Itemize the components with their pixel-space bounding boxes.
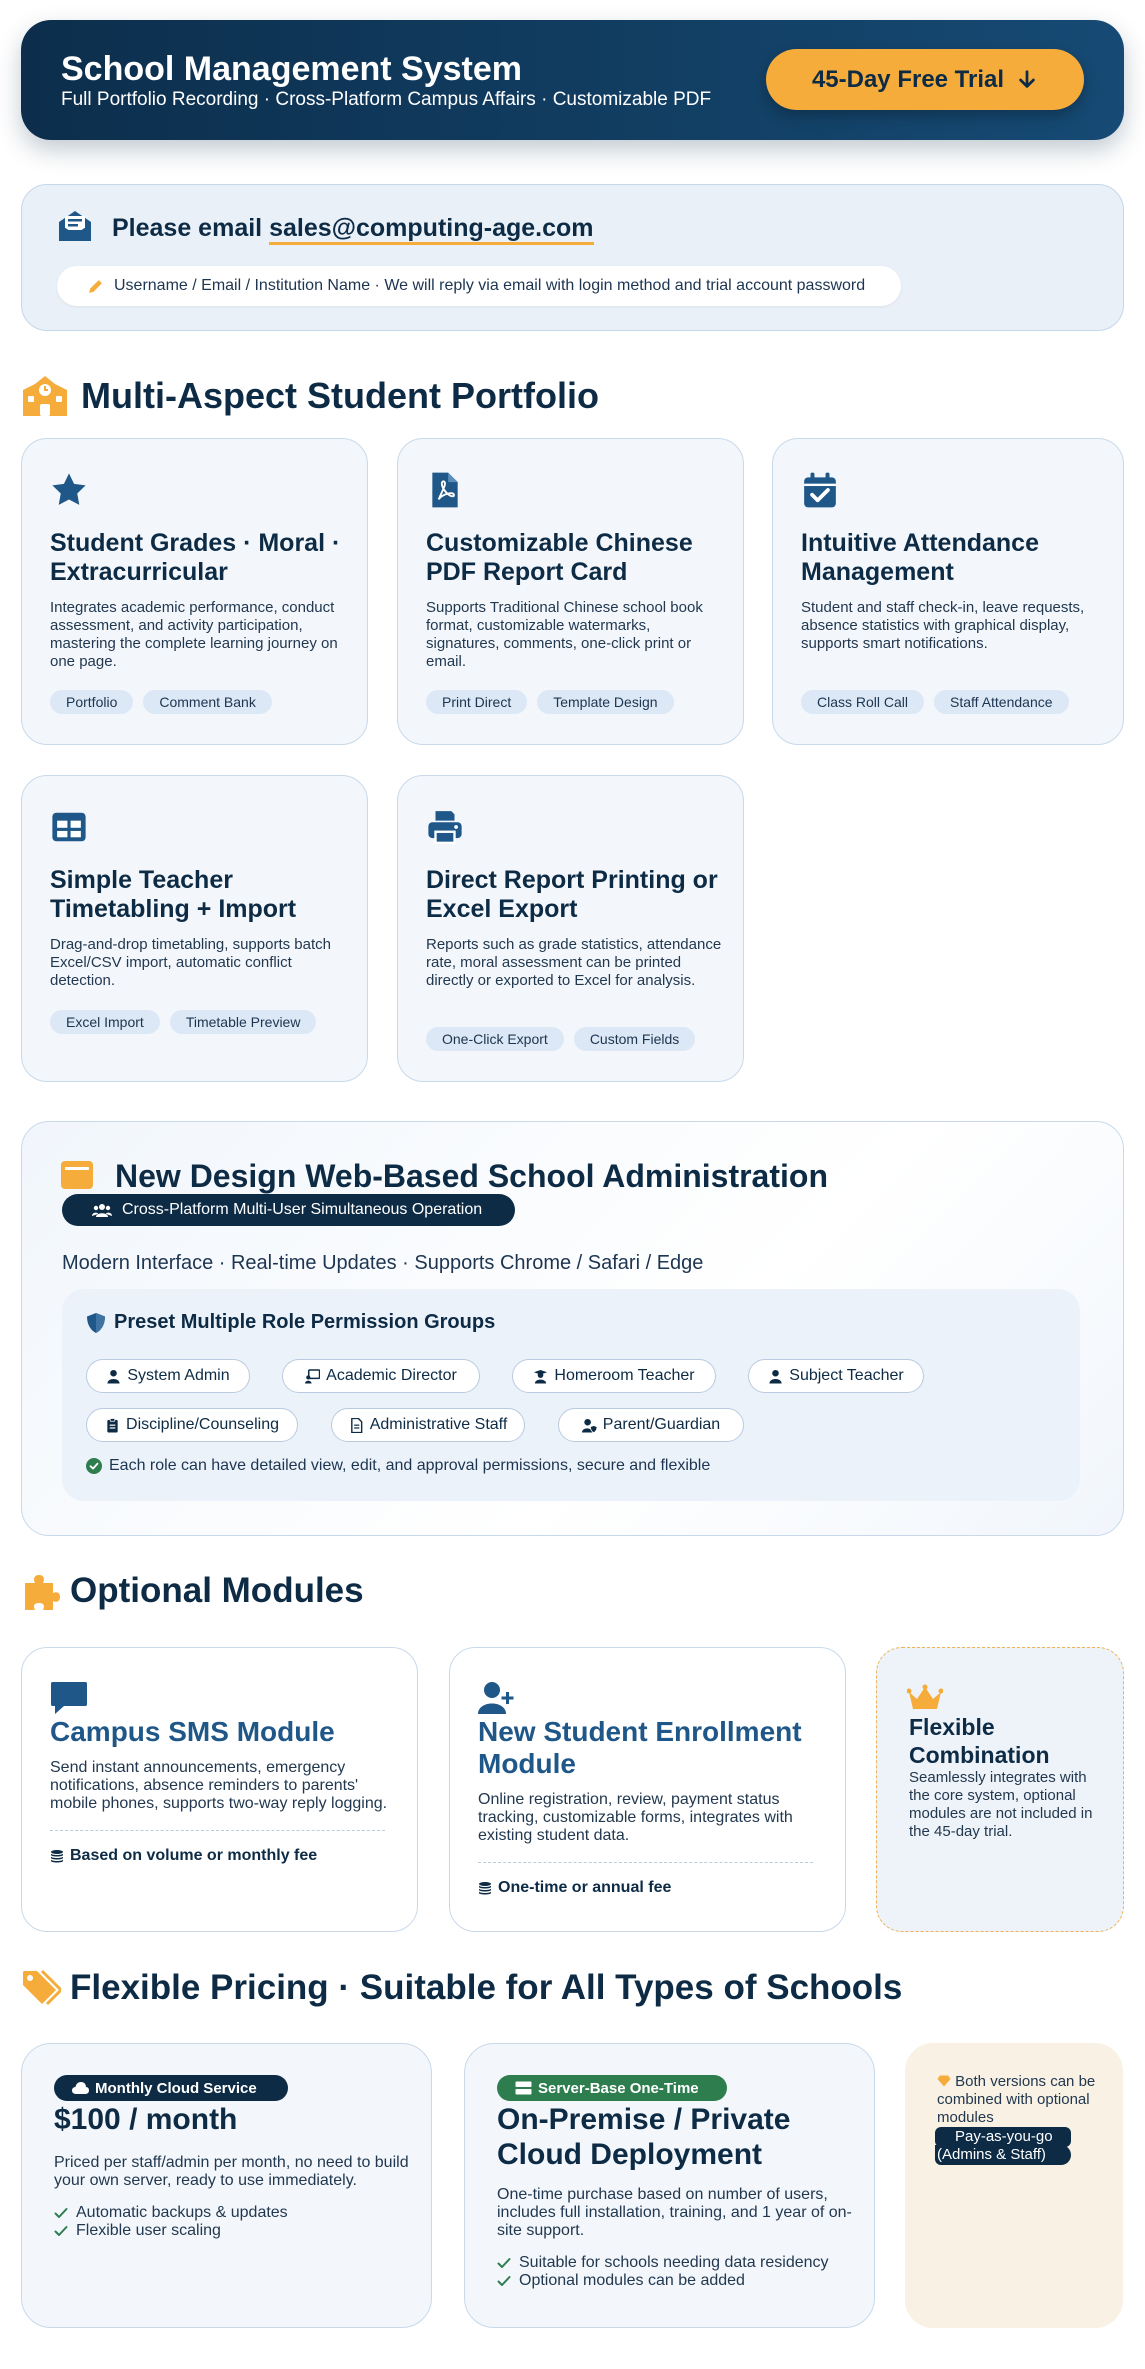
- user-graduate-icon: [533, 1369, 548, 1384]
- modules-heading-text: Optional Modules: [70, 1571, 364, 1610]
- feature-card-timetabling: [21, 775, 368, 1082]
- multi-user-badge: [62, 1194, 515, 1226]
- combination-highlight-line1: Pay-as-you-go: [935, 2127, 1071, 2147]
- feature-tag: Comment Bank: [143, 690, 271, 714]
- table-grid-icon: [50, 808, 88, 846]
- check-icon: [54, 2206, 68, 2220]
- pricing-card-server: [464, 2043, 875, 2328]
- feature-tag: Portfolio: [50, 690, 133, 714]
- feature-title: Simple Teacher Timetabling + Import: [50, 866, 297, 923]
- cloud-feature-item: [54, 2222, 288, 2240]
- role-chip-subject-teacher: [748, 1359, 924, 1393]
- feature-description: Integrates academic performance, conduct assessment, and activity participation, mastering the complete learning journey on one page.: [50, 599, 338, 670]
- role-permissions-title-text: Preset Multiple Role Permission Groups: [114, 1311, 496, 1333]
- modules-heading: [21, 1571, 364, 1611]
- arrow-down-icon: [1016, 69, 1038, 91]
- user-icon: [106, 1369, 121, 1384]
- role-label: Administrative Staff: [369, 1416, 508, 1433]
- portfolio-heading: [21, 372, 599, 420]
- free-trial-label: 45-Day Free Trial: [811, 65, 1005, 93]
- feature-tag: Timetable Preview: [170, 1010, 317, 1034]
- flexible-title: Flexible Combination: [909, 1714, 1050, 1768]
- role-label: Homeroom Teacher: [554, 1367, 695, 1384]
- module-card-sms: [21, 1647, 418, 1932]
- server-feature-item: [497, 2272, 829, 2290]
- feature-description: Supports Traditional Chinese school book format, customizable watermarks, signatures, comments, one-click print or email.: [426, 599, 703, 670]
- server-icon: [515, 2081, 532, 2095]
- server-title: On-Premise / Private Cloud Deployment: [497, 2103, 791, 2171]
- module-divider: [50, 1830, 385, 1831]
- printer-icon: [426, 808, 464, 846]
- cloud-feature-text: Flexible user scaling: [76, 2222, 221, 2239]
- pricing-heading-text: Flexible Pricing · Suitable for All Types of Schools: [70, 1968, 903, 2007]
- hero-title: School Management System: [61, 50, 523, 88]
- module-fee-text: Based on volume or monthly fee: [70, 1847, 318, 1864]
- feature-card-printing: [397, 775, 744, 1082]
- server-feature-text: Suitable for schools needing data residency: [519, 2254, 829, 2271]
- role-label: Parent/Guardian: [602, 1416, 721, 1433]
- school-building-icon: [21, 372, 69, 420]
- pricing-heading: [21, 1968, 902, 2008]
- chalkboard-user-icon: [305, 1369, 320, 1384]
- combination-note-text: Both versions can be combined with optional modules: [937, 2073, 1096, 2126]
- module-description: Online registration, review, payment status tracking, customizable forms, integrates with existing student data.: [478, 1791, 793, 1844]
- web-admin-panel: [21, 1121, 1124, 1536]
- pdf-file-icon: [426, 471, 464, 509]
- web-admin-title: New Design Web-Based School Administration: [115, 1158, 828, 1194]
- role-chip-system-admin: [86, 1359, 250, 1393]
- gem-icon: [937, 2075, 951, 2087]
- multi-user-badge-label: Cross-Platform Multi-User Simultaneous Operation: [122, 1201, 483, 1218]
- cloud-feature-list: [54, 2204, 288, 2240]
- calendar-check-icon: [801, 471, 839, 509]
- web-admin-description: Modern Interface · Real-time Updates · Supports Chrome / Safari / Edge: [62, 1252, 704, 1274]
- crown-icon: [907, 1684, 943, 1712]
- feature-description: Drag-and-drop timetabling, supports batch Excel/CSV import, automatic conflict detection.: [50, 936, 331, 989]
- user-shield-icon: [582, 1418, 597, 1433]
- cloud-feature-text: Automatic backups & updates: [76, 2204, 288, 2221]
- server-description: One-time purchase based on number of users, includes full installation, training, and 1 year of on-site support.: [497, 2186, 852, 2239]
- contact-panel: [21, 184, 1124, 331]
- portfolio-heading-text: Multi-Aspect Student Portfolio: [81, 375, 599, 416]
- contact-note: Username / Email / Institution Name · We will reply via email with login method and trial account password: [114, 277, 866, 294]
- combination-note: [937, 2073, 1102, 2127]
- star-icon: [50, 471, 88, 509]
- combination-note-card: [905, 2043, 1123, 2328]
- check-circle-icon: [86, 1458, 102, 1474]
- cloud-description: Priced per staff/admin per month, no need to build your own server, ready to use immediately.: [54, 2154, 409, 2189]
- role-chip-discipline: [86, 1408, 298, 1442]
- feature-tag: Staff Attendance: [934, 690, 1069, 714]
- users-icon: [92, 1202, 112, 1218]
- module-fee-text: One-time or annual fee: [498, 1879, 672, 1896]
- cloud-badge: [54, 2075, 288, 2101]
- cloud-icon: [72, 2081, 89, 2095]
- contact-note-pill: [57, 266, 901, 306]
- feature-card-pdf-report: [397, 438, 744, 745]
- hero-subtitle: Full Portfolio Recording · Cross-Platform Campus Affairs · Customizable PDF: [61, 89, 712, 110]
- cloud-price: $100 / month: [54, 2103, 238, 2136]
- feature-card-grades: [21, 438, 368, 745]
- server-feature-text: Optional modules can be added: [519, 2272, 745, 2289]
- feature-description: Reports such as grade statistics, attendance rate, moral assessment can be printed directly or exported to Excel for analysis.: [426, 936, 722, 989]
- check-icon: [497, 2274, 511, 2288]
- feature-tag: Template Design: [537, 690, 673, 714]
- feature-title: Intuitive Attendance Management: [801, 529, 1039, 586]
- role-label: Academic Director: [326, 1367, 457, 1384]
- role-permissions-box: [62, 1289, 1080, 1501]
- flexible-combination-card: [876, 1647, 1124, 1932]
- role-label: Discipline/Counseling: [126, 1416, 279, 1433]
- contact-instruction: [112, 214, 594, 243]
- role-label: Subject Teacher: [789, 1367, 904, 1384]
- role-label: System Admin: [127, 1367, 230, 1384]
- server-feature-item: [497, 2254, 829, 2272]
- hero-banner: [21, 20, 1124, 140]
- window-icon: [60, 1158, 94, 1192]
- chat-bubble-icon: [50, 1680, 88, 1716]
- cloud-feature-item: [54, 2204, 288, 2222]
- role-permissions-note: [86, 1457, 710, 1475]
- sales-email-link[interactable]: sales@computing-age.com: [269, 214, 593, 245]
- free-trial-button[interactable]: [766, 49, 1084, 110]
- feature-title: Student Grades · Moral · Extracurricular: [50, 529, 341, 586]
- feature-title: Direct Report Printing or Excel Export: [426, 866, 718, 923]
- envelope-open-text-icon: [56, 207, 94, 245]
- role-chip-admin-staff: [331, 1408, 525, 1442]
- module-fee: [478, 1879, 671, 1897]
- cloud-badge-label: Monthly Cloud Service: [95, 2079, 257, 2097]
- server-badge: [497, 2075, 727, 2101]
- module-divider: [478, 1862, 813, 1863]
- puzzle-piece-icon: [21, 1571, 61, 1611]
- tags-icon: [21, 1968, 61, 2008]
- check-icon: [54, 2224, 68, 2238]
- feature-tag: Class Roll Call: [801, 690, 924, 714]
- feature-tag: Custom Fields: [574, 1027, 695, 1051]
- role-chip-homeroom-teacher: [512, 1359, 716, 1393]
- flexible-description: Seamlessly integrates with the core system, optional modules are not included in the 45-day trial.: [909, 1769, 1093, 1840]
- pricing-card-cloud: [21, 2043, 432, 2328]
- role-chip-academic-director: [282, 1359, 480, 1393]
- file-lines-icon: [349, 1418, 364, 1433]
- module-title: New Student Enrollment Module: [478, 1716, 802, 1779]
- contact-prefix: Please email: [112, 214, 270, 242]
- combination-highlight-line2: (Admins & Staff): [935, 2145, 1071, 2165]
- coins-icon: [50, 1849, 64, 1863]
- feature-tag: Excel Import: [50, 1010, 160, 1034]
- feature-title: Customizable Chinese PDF Report Card: [426, 529, 693, 586]
- module-card-enrollment: [449, 1647, 846, 1932]
- module-description: Send instant announcements, emergency notifications, absence reminders to parents' mobile phones, supports two-way reply logging.: [50, 1759, 388, 1812]
- shield-icon: [86, 1312, 106, 1334]
- role-chip-parent: [558, 1408, 744, 1442]
- feature-card-attendance: [772, 438, 1124, 745]
- coins-icon: [478, 1881, 492, 1895]
- feature-tag: Print Direct: [426, 690, 527, 714]
- pencil-icon: [87, 278, 104, 295]
- module-fee: [50, 1847, 317, 1865]
- role-permissions-title: [86, 1311, 495, 1334]
- server-badge-label: Server-Base One-Time: [538, 2079, 699, 2097]
- feature-tag: One-Click Export: [426, 1027, 564, 1051]
- feature-description: Student and staff check-in, leave requests, absence statistics with graphical display, supports smart notifications.: [801, 599, 1085, 652]
- server-feature-list: [497, 2254, 829, 2290]
- clipboard-icon: [105, 1418, 120, 1433]
- user-plus-icon: [478, 1680, 516, 1716]
- role-permissions-note-text: Each role can have detailed view, edit, and approval permissions, secure and flexible: [109, 1457, 711, 1474]
- user-icon: [768, 1369, 783, 1384]
- module-title: Campus SMS Module: [50, 1716, 335, 1747]
- check-icon: [497, 2256, 511, 2270]
